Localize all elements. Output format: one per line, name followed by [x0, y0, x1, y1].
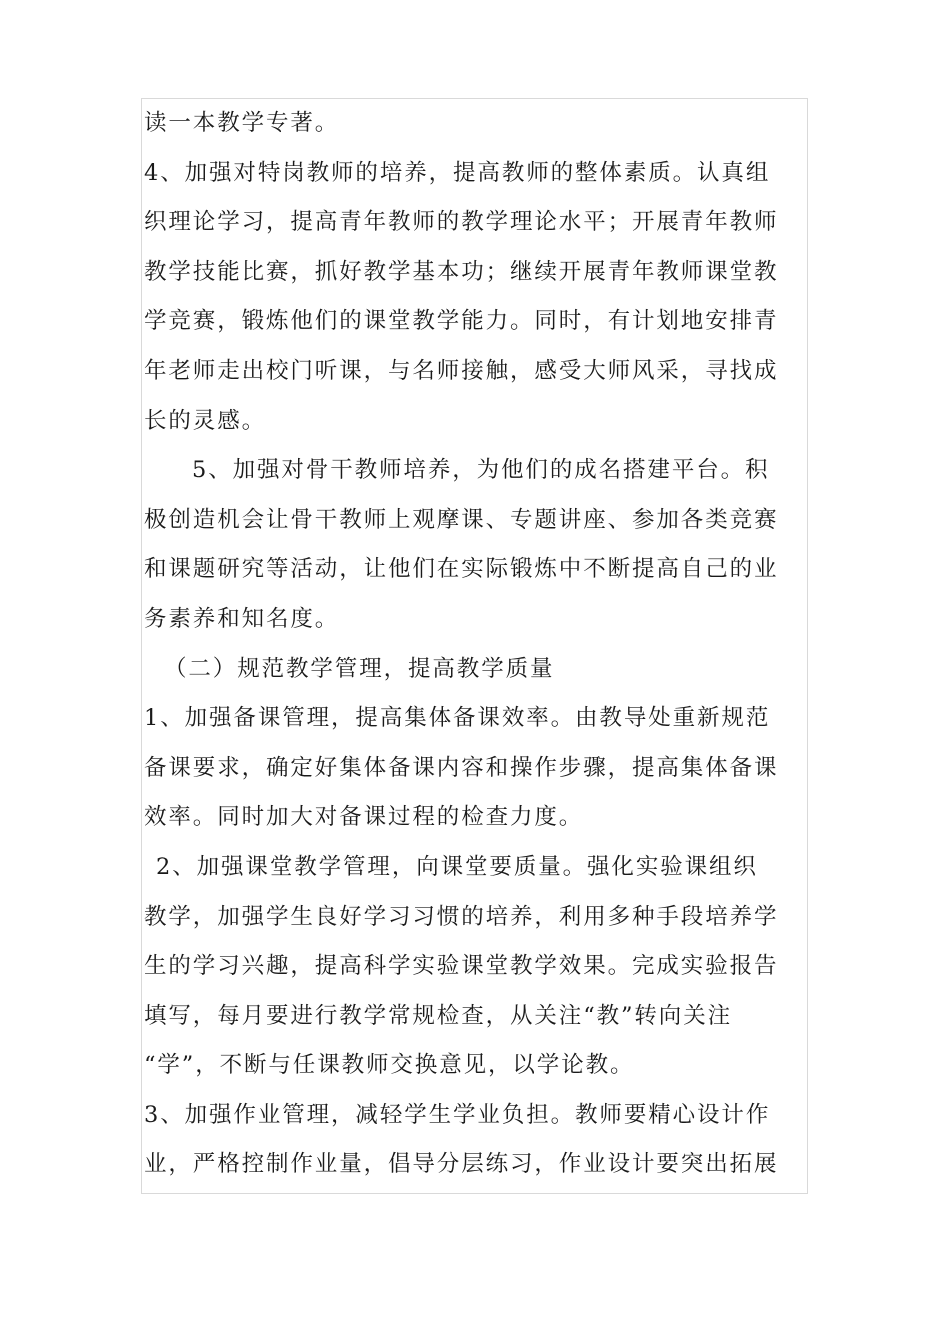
text-line: “学”，不断与任课教师交换意见，以学论教。 [144, 1052, 635, 1079]
section-heading: （二）规范教学管理，提高教学质量 [164, 655, 555, 682]
text-line: 1、加强备课管理，提高集体备课效率。由教导处重新规范 [144, 705, 771, 732]
text-line: 务素养和知名度。 [144, 605, 340, 632]
text-line: 填写，每月要进行教学常规检查，从关注“教”转向关注 [144, 1002, 733, 1029]
text-line: 业，严格控制作业量，倡导分层练习，作业设计要突出拓展 [144, 1151, 779, 1178]
text-line: 5、加强对骨干教师培养，为他们的成名搭建平台。积 [192, 457, 770, 484]
text-line: 织理论学习，提高青年教师的教学理论水平；开展青年教师 [144, 209, 779, 236]
text-line: 和课题研究等活动，让他们在实际锻炼中不断提高自己的业 [144, 556, 779, 583]
text-line: 4、加强对特岗教师的培养，提高教师的整体素质。认真组 [144, 159, 771, 186]
text-line: 备课要求，确定好集体备课内容和操作步骤，提高集体备课 [144, 754, 779, 781]
text-line: 2、加强课堂教学管理，向课堂要质量。强化实验课组织 [156, 853, 758, 880]
text-line: 3、加强作业管理，减轻学生学业负担。教师要精心设计作 [144, 1101, 771, 1128]
text-line: 学竞赛，锻炼他们的课堂教学能力。同时，有计划地安排青 [144, 308, 779, 335]
text-line: 生的学习兴趣，提高科学实验课堂教学效果。完成实验报告 [144, 953, 779, 980]
text-line: 长的灵感。 [144, 407, 267, 434]
document-body [144, 99, 808, 1190]
text-line: 效率。同时加大对备课过程的检查力度。 [144, 804, 584, 831]
text-line: 极创造机会让骨干教师上观摩课、专题讲座、参加各类竞赛 [144, 506, 779, 533]
text-line: 读一本教学专著。 [144, 110, 340, 136]
text-line: 教学，加强学生良好学习习惯的培养，利用多种手段培养学 [144, 903, 779, 930]
text-line: 年老师走出校门听课，与名师接触，感受大师风采，寻找成 [144, 357, 779, 384]
text-line: 教学技能比赛，抓好教学基本功；继续开展青年教师课堂教 [144, 258, 779, 285]
